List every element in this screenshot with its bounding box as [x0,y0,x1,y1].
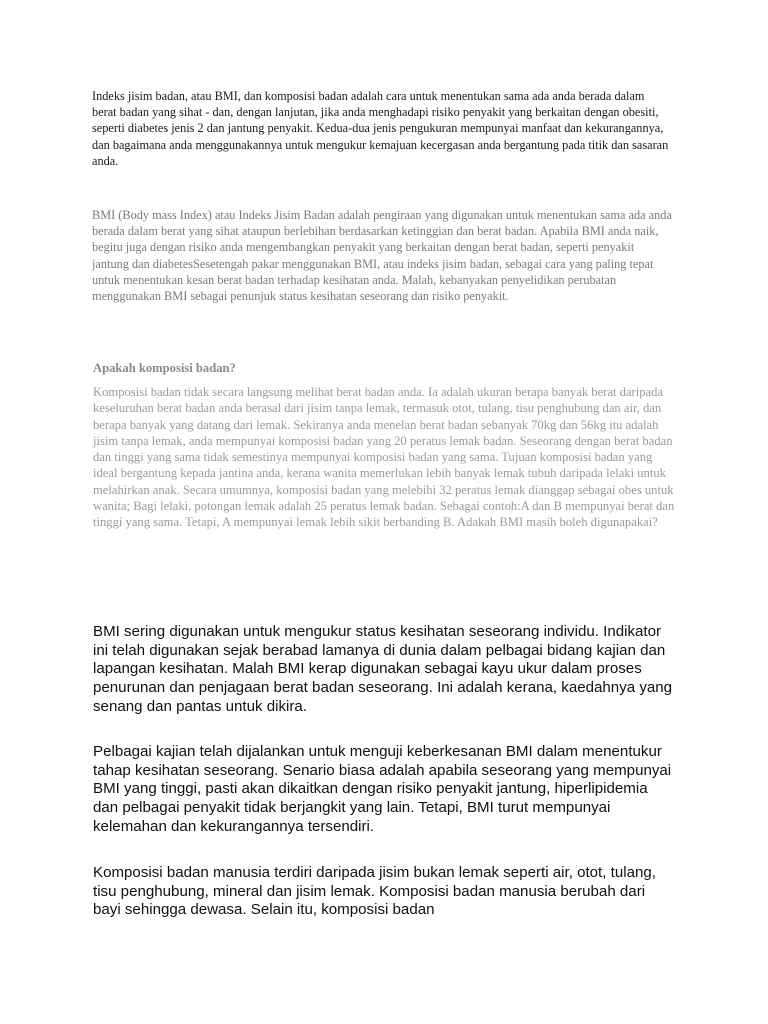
composition-paragraph: Komposisi badan tidak secara langsung melihat berat badan anda. Ia adalah ukuran berapa banyak berat daripada keseluruhan berat badan anda berasal dari jisim tanpa lemak, termasuk otot, tulang, tisu penghubung dan air, dan berapa banyak yang datang dari lemak. Sekiranya anda menelan berat badan sebanyak 70kg dan 56kg itu adalah jisim tanpa lemak, anda mempunyai komposisi badan yang 20 peratus lemak badan. Seseorang dengan berat badan dan tinggi yang sama tidak semestinya mempunyai komposisi badan yang sama. Tujuan komposisi badan yang ideal bergantung kepada jantina anda, kerana wanita memerlukan lebih banyak lemak tubuh daripada lelaki untuk melahirkan anak. Secara umumnya, komposisi badan yang melebihi 32 peratus lemak dianggap sebagai obes untuk wanita; Bagi lelaki, potongan lemak adalah 25 peratus lemak badan. Sebagai contoh:A dan B mempunyai berat dan tinggi yang sama. Tetapi, A mempunyai lemak lebih sikit berbanding B. Adakah BMI masih boleh digunapakai? [93,385,675,530]
bmi-usage-paragraph: BMI sering digunakan untuk mengukur status kesihatan seseorang individu. Indikator ini telah digunakan sejak berabad lamanya di dunia dalam pelbagai bidang kajian dan lapangan kesihatan. Malah BMI kerap digunakan sebagai kayu ukur dalam proses penurunan dan penjagaan berat badan seseorang. Ini adalah kerana, kaedahnya yang senang dan pantas untuk dikira. [93,623,673,715]
bmi-studies-paragraph: Pelbagai kajian telah dijalankan untuk menguji keberkesanan BMI dalam menentukur tahap kesihatan seseorang. Senario biasa adalah apabila seseorang yang mempunyai BMI yang tinggi, pasti akan dikaitkan dengan risiko penyakit jantung, hiperlipidemia dan pelbagai penyakit tidak berjangkit yang lain. Tetapi, BMI turut mempunyai kelemahan dan kekurangannya tersendiri. [93,743,672,835]
intro-paragraph: Indeks jisim badan, atau BMI, dan komposisi badan adalah cara untuk menentukan sama ada anda berada dalam berat badan yang sihat - dan, dengan lanjutan, jika anda menghadapi risiko penyakit yang berkaitan dengan obesiti, seperti diabetes jenis 2 dan jantung penyakit. Kedua-dua jenis pengukuran mempunyai manfaat dan kekurangannya, dan bagaimana anda menggunakannya untuk mengukur kemajuan kecergasan anda bergantung pada titik dan sasaran anda. [92,89,669,168]
body-composition-paragraph: Komposisi badan manusia terdiri daripada jisim bukan lemak seperti air, otot, tulang, tisu penghubung, mineral dan jisim lemak. Komposisi badan manusia berubah dari bayi sehingga dewasa. Selain itu, komposisi badan [93,864,656,919]
bmi-definition-paragraph: BMI (Body mass Index) atau Indeks Jisim Badan adalah pengiraan yang digunakan untuk menentukan sama ada anda berada dalam berat yang sihat ataupun berlebihan berdasarkan ketinggian dan berat badan. Apabila BMI anda naik, begitu juga dengan risiko anda mengembangkan penyakit yang berkaitan dengan berat badan, seperti penyakit jantung dan diabetesSesetengah pakar menggunakan BMI, atau indeks jisim badan, sebagai cara yang paling tepat untuk menentukan kesan berat badan terhadap kesihatan anda. Malah, kebanyakan penyelidikan perubatan menggunakan BMI sebagai penunjuk status kesihatan seseorang dan risiko penyakit. [92,208,672,304]
section-heading: Apakah komposisi badan? [93,361,236,375]
